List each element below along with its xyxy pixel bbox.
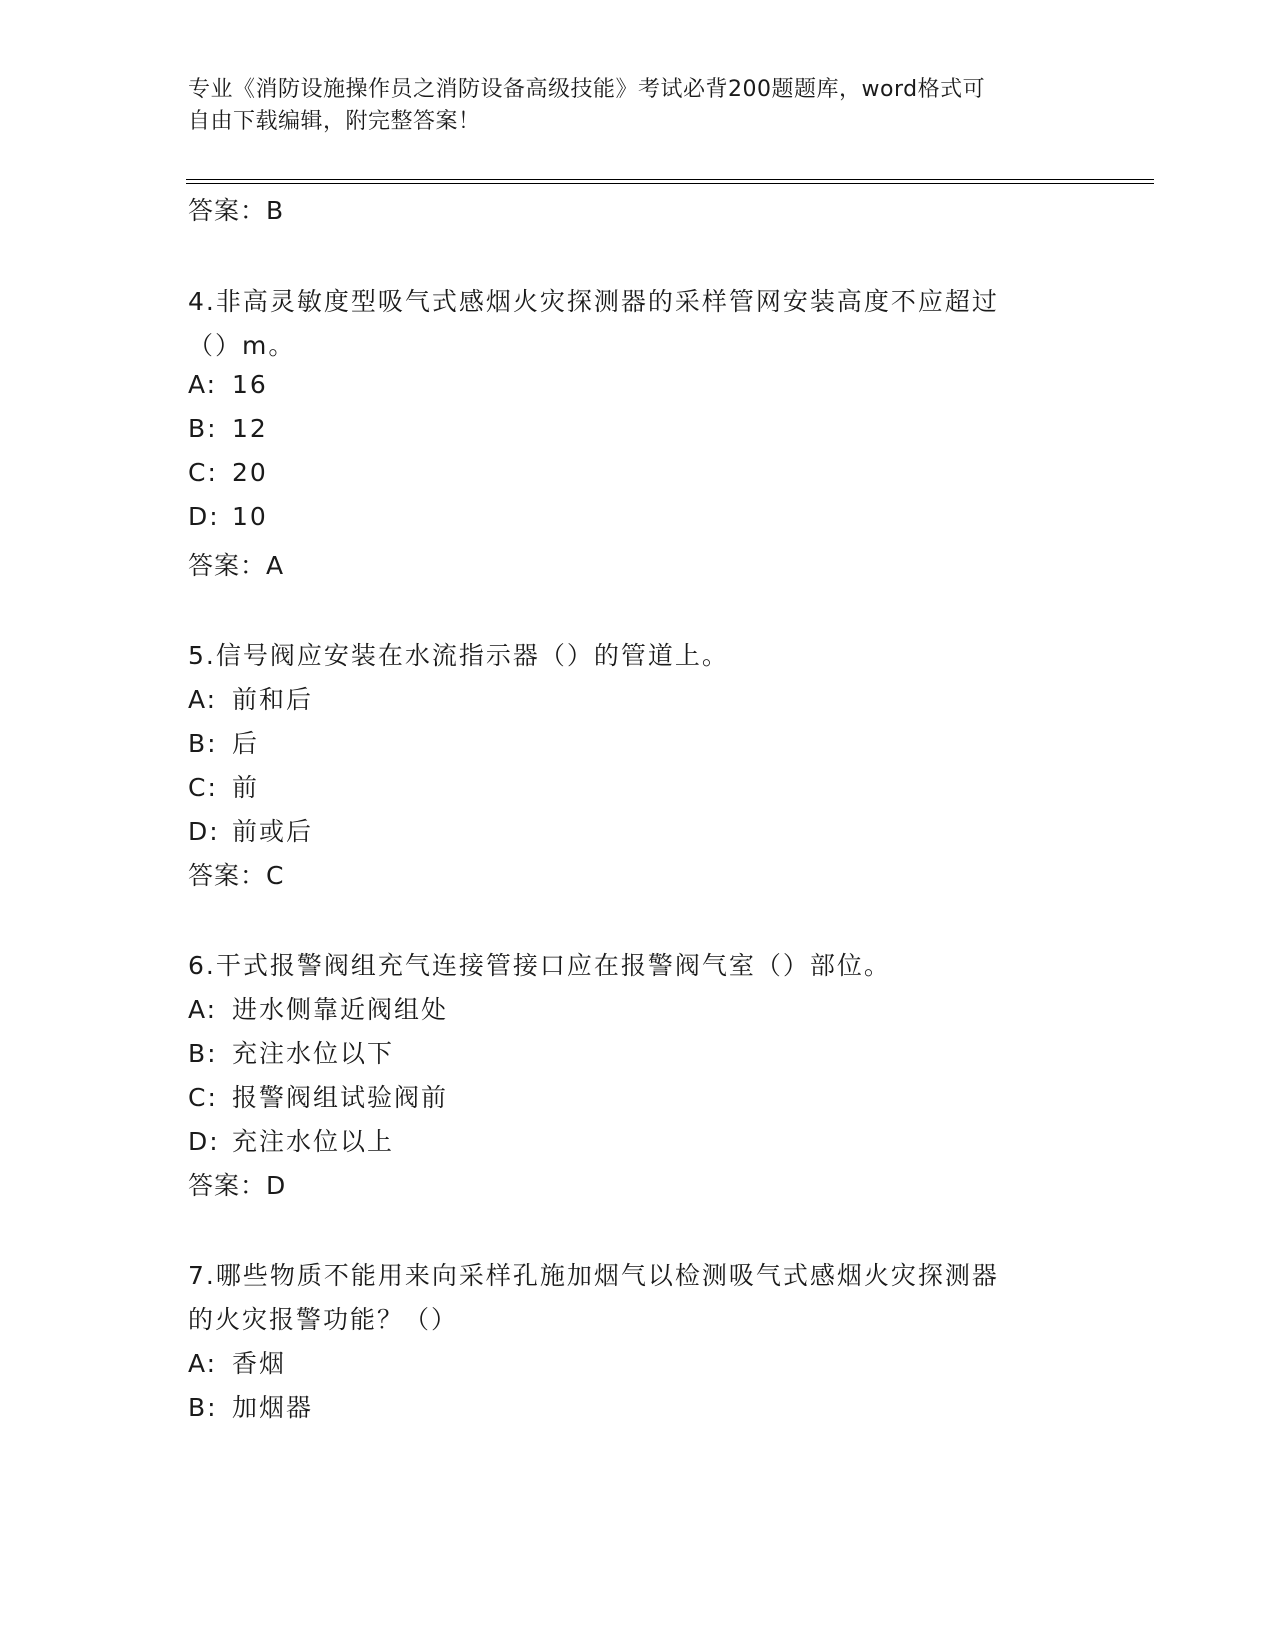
option-letter: B: bbox=[188, 1393, 218, 1422]
option-text: 10 bbox=[232, 502, 268, 531]
question-4-stem-line-1: 4.非高灵敏度型吸气式感烟火灾探测器的采样管网安装高度不应超过 bbox=[188, 287, 999, 316]
option-text: 进水侧靠近阀组处 bbox=[232, 995, 449, 1024]
question-5-option-d bbox=[188, 812, 313, 848]
question-5-stem-line-1: 5.信号阀应安装在水流指示器（）的管道上。 bbox=[188, 641, 729, 670]
option-letter: A: bbox=[188, 685, 218, 714]
option-letter: A: bbox=[188, 370, 218, 399]
document-header bbox=[188, 74, 1068, 138]
question-4-option-d bbox=[188, 502, 268, 531]
question-4-option-c bbox=[188, 458, 268, 487]
option-text: 后 bbox=[232, 729, 260, 758]
question-6-stem-line-1: 6.干式报警阀组充气连接管接口应在报警阀气室（）部位。 bbox=[188, 951, 891, 980]
option-letter: C: bbox=[188, 1083, 218, 1112]
option-text: 充注水位以上 bbox=[232, 1127, 395, 1156]
option-text: 前或后 bbox=[232, 817, 314, 846]
header-line-2: 自由下载编辑，附完整答案！ bbox=[188, 109, 481, 134]
question-4-answer: 答案：A bbox=[188, 551, 285, 580]
option-letter: D: bbox=[188, 817, 220, 846]
option-letter: B: bbox=[188, 1039, 218, 1068]
question-5-answer: 答案：C bbox=[188, 861, 285, 890]
header-line-1: 专业《消防设施操作员之消防设备高级技能》考试必背200题题库，word格式可 bbox=[188, 77, 986, 102]
option-text: 加烟器 bbox=[232, 1393, 314, 1422]
option-text: 报警阀组试验阀前 bbox=[232, 1083, 449, 1112]
question-4-option-b bbox=[188, 414, 268, 443]
option-text: 充注水位以下 bbox=[232, 1039, 395, 1068]
question-6-answer: 答案：D bbox=[188, 1171, 287, 1200]
option-letter: D: bbox=[188, 1127, 220, 1156]
option-text: 12 bbox=[232, 414, 268, 443]
option-letter: C: bbox=[188, 458, 218, 487]
option-letter: C: bbox=[188, 773, 218, 802]
question-6-option-b bbox=[188, 1034, 394, 1070]
option-letter: B: bbox=[188, 729, 218, 758]
question-7-stem-line-1: 7.哪些物质不能用来向采样孔施加烟气以检测吸气式感烟火灾探测器 bbox=[188, 1261, 999, 1290]
option-text: 前和后 bbox=[232, 685, 314, 714]
header-divider bbox=[186, 179, 1154, 184]
option-letter: A: bbox=[188, 995, 218, 1024]
option-text: 香烟 bbox=[232, 1349, 287, 1378]
option-letter: D: bbox=[188, 502, 220, 531]
question-6-option-a bbox=[188, 990, 448, 1026]
option-letter: B: bbox=[188, 414, 218, 443]
question-4-option-a bbox=[188, 370, 268, 399]
question-5-option-c bbox=[188, 768, 259, 804]
question-4-stem-line-2: （）m。 bbox=[188, 331, 296, 360]
option-letter: A: bbox=[188, 1349, 218, 1378]
option-text: 前 bbox=[232, 773, 260, 802]
question-6-option-c bbox=[188, 1078, 448, 1114]
question-5-option-b bbox=[188, 724, 259, 760]
question-7-option-b bbox=[188, 1388, 313, 1424]
question-7-stem-line-2: 的火灾报警功能？（） bbox=[188, 1305, 459, 1334]
question-5-option-a bbox=[188, 680, 313, 716]
question-7-option-a bbox=[188, 1344, 286, 1380]
question-6-option-d bbox=[188, 1122, 394, 1158]
answer-previous: 答案：B bbox=[188, 196, 285, 225]
option-text: 20 bbox=[232, 458, 268, 487]
option-text: 16 bbox=[232, 370, 268, 399]
